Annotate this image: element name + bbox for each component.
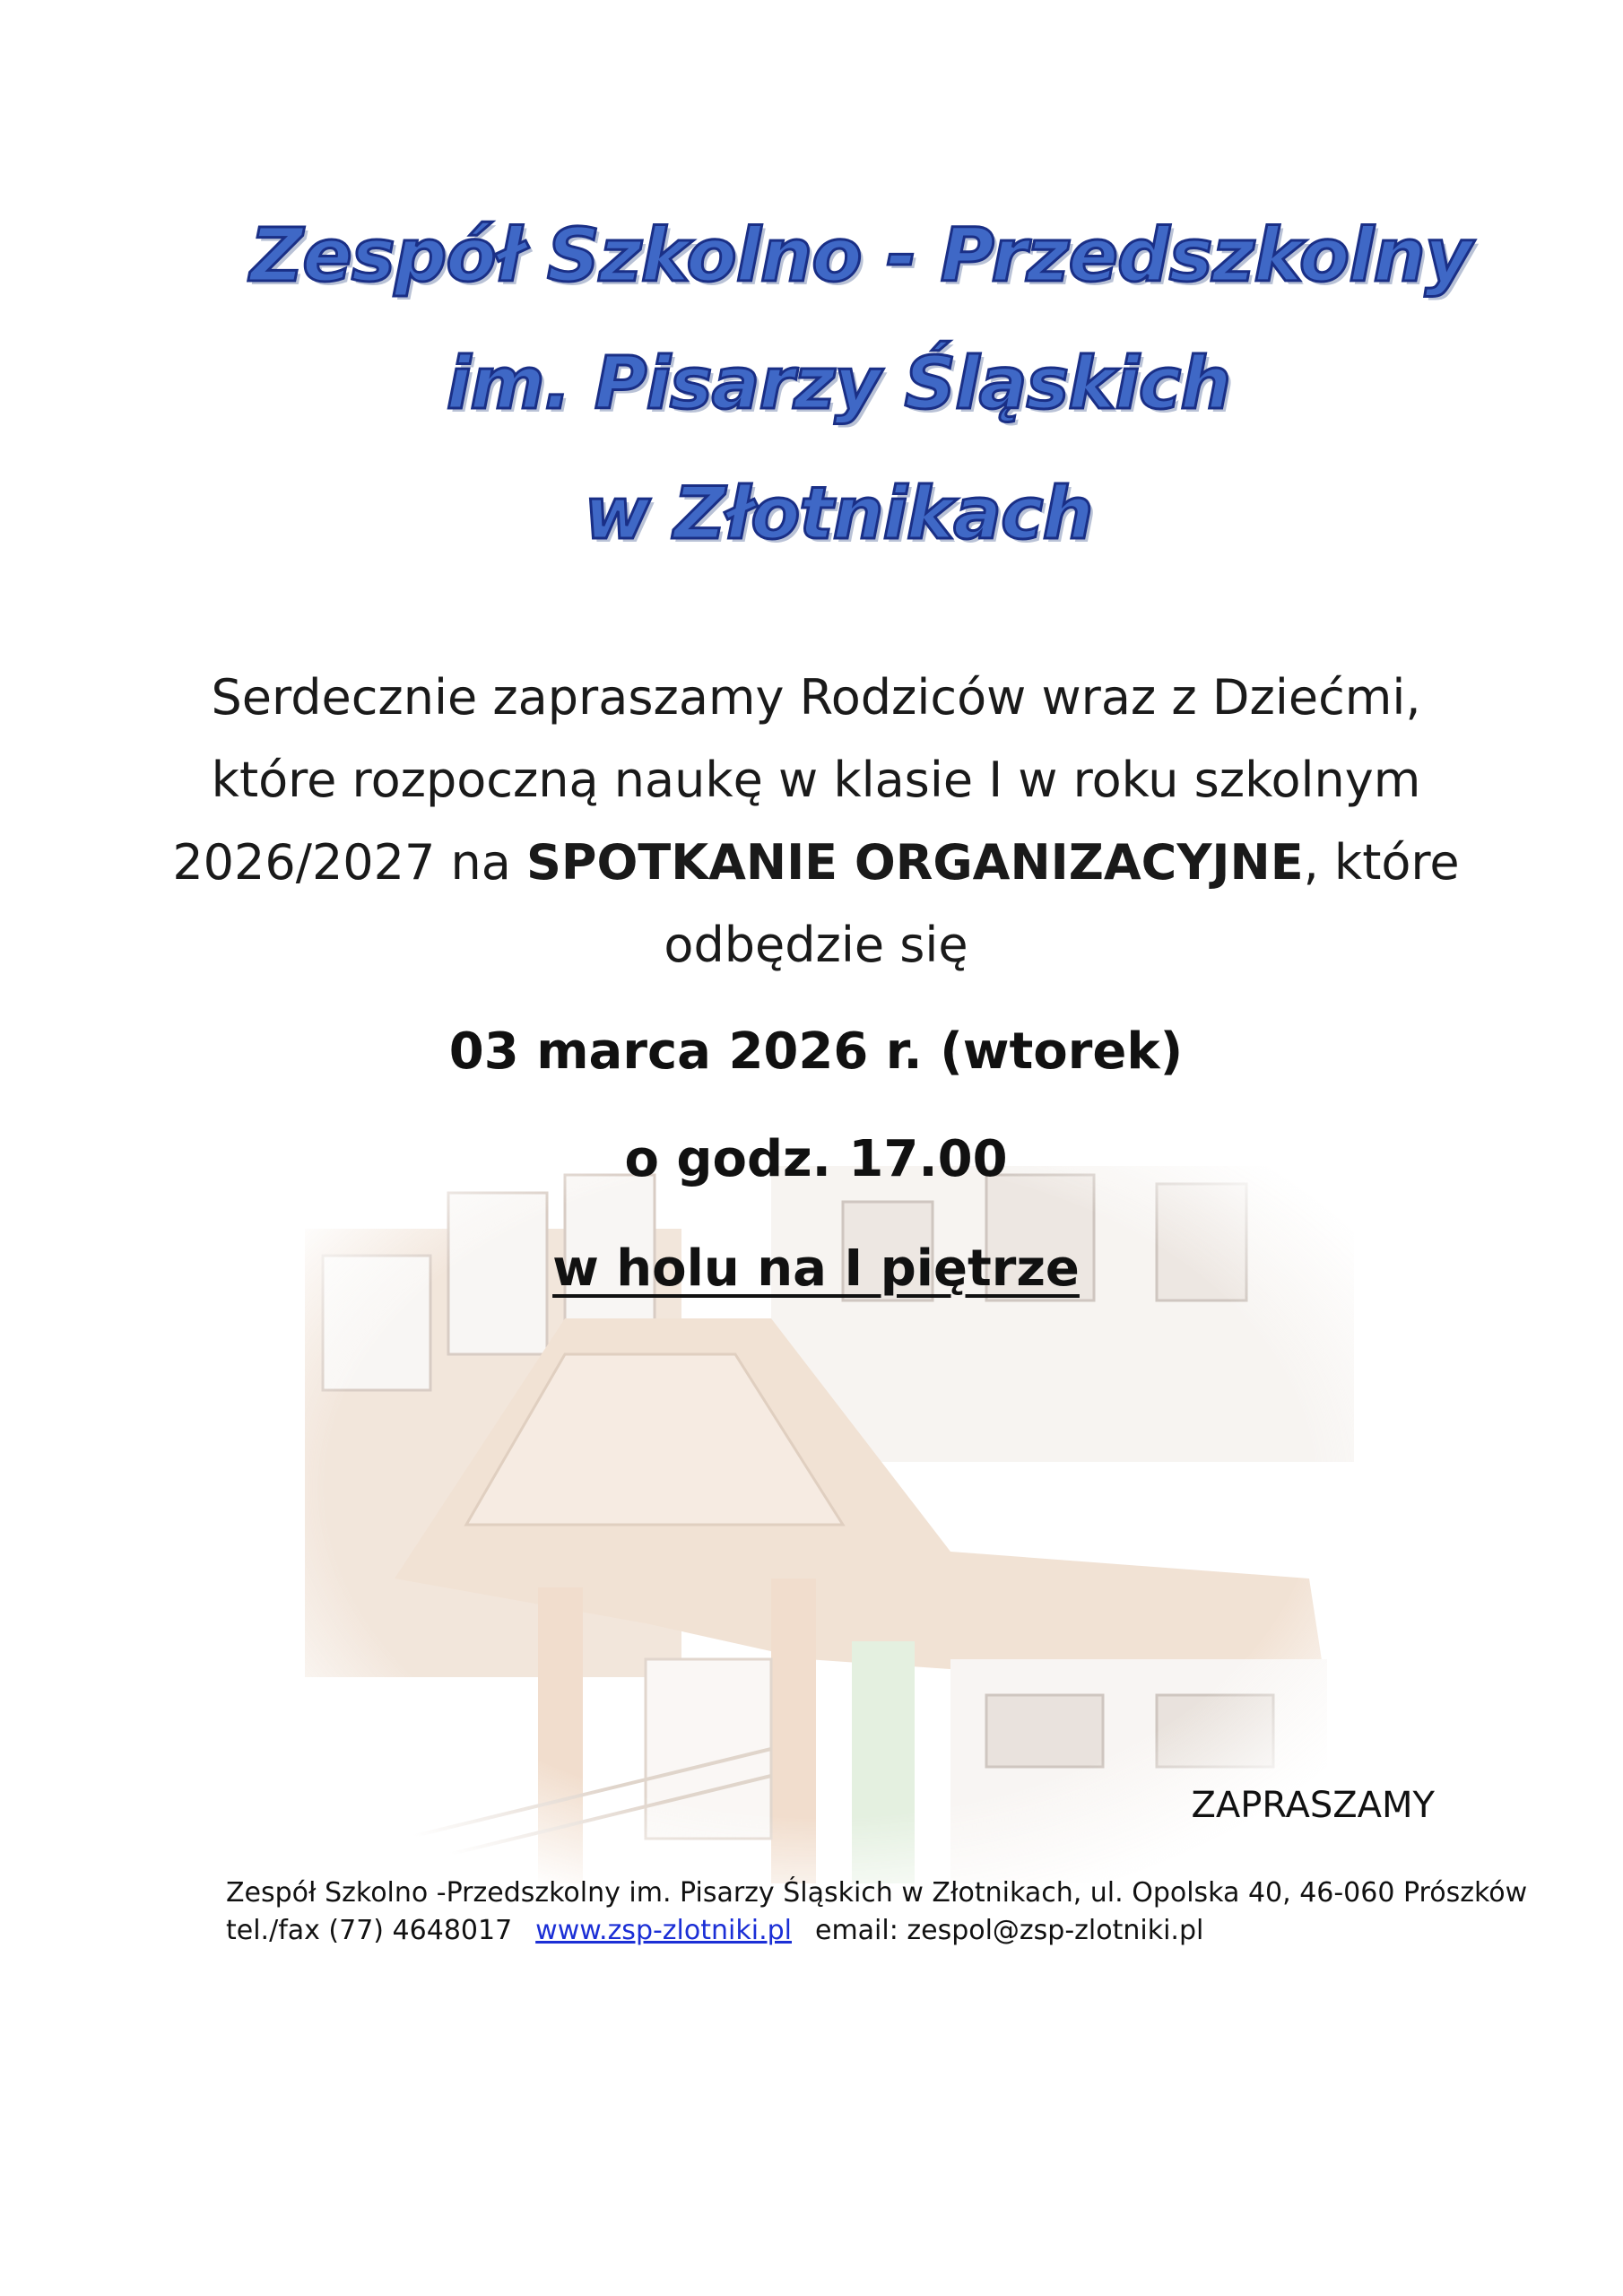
- footer-contact: [226, 1915, 1203, 1946]
- intro-line-1: Serdecznie zapraszamy Rodziców wraz z Dziećmi,: [211, 669, 1421, 726]
- event-time: o godz. 17.00: [624, 1130, 1008, 1188]
- school-patron-title: im. Pisarzy Śląskich: [446, 342, 1231, 425]
- footer-phone: tel./fax (77) 4648017: [226, 1915, 513, 1946]
- closing-invitation: ZAPRASZAMY: [1191, 1785, 1435, 1826]
- intro-line-3-suffix: , które: [1303, 834, 1460, 891]
- event-date: 03 marca 2026 r. (wtorek): [448, 1022, 1184, 1081]
- footer-email: email: zespol@zsp-zlotniki.pl: [814, 1915, 1204, 1946]
- intro-line-3: [117, 822, 1515, 904]
- school-location-title: w Złotnikach: [584, 472, 1093, 555]
- meeting-name: SPOTKANIE ORGANIZACYJNE: [526, 834, 1304, 891]
- event-place: w holu na I piętrze: [552, 1239, 1080, 1298]
- intro-line-3-prefix: 2026/2027 na: [172, 834, 527, 891]
- intro-line-2: które rozpoczną naukę w klasie I w roku szkolnym: [211, 752, 1421, 808]
- school-name-title: Zespół Szkolno - Przedszkolny: [249, 213, 1472, 299]
- footer-address: Zespół Szkolno -Przedszkolny im. Pisarzy Śląskich w Złotnikach, ul. Opolska 40, 46-060 Prószków: [226, 1877, 1528, 1909]
- intro-line-4: odbędzie się: [664, 917, 968, 973]
- website-link[interactable]: www.zsp-zlotniki.pl: [535, 1915, 792, 1946]
